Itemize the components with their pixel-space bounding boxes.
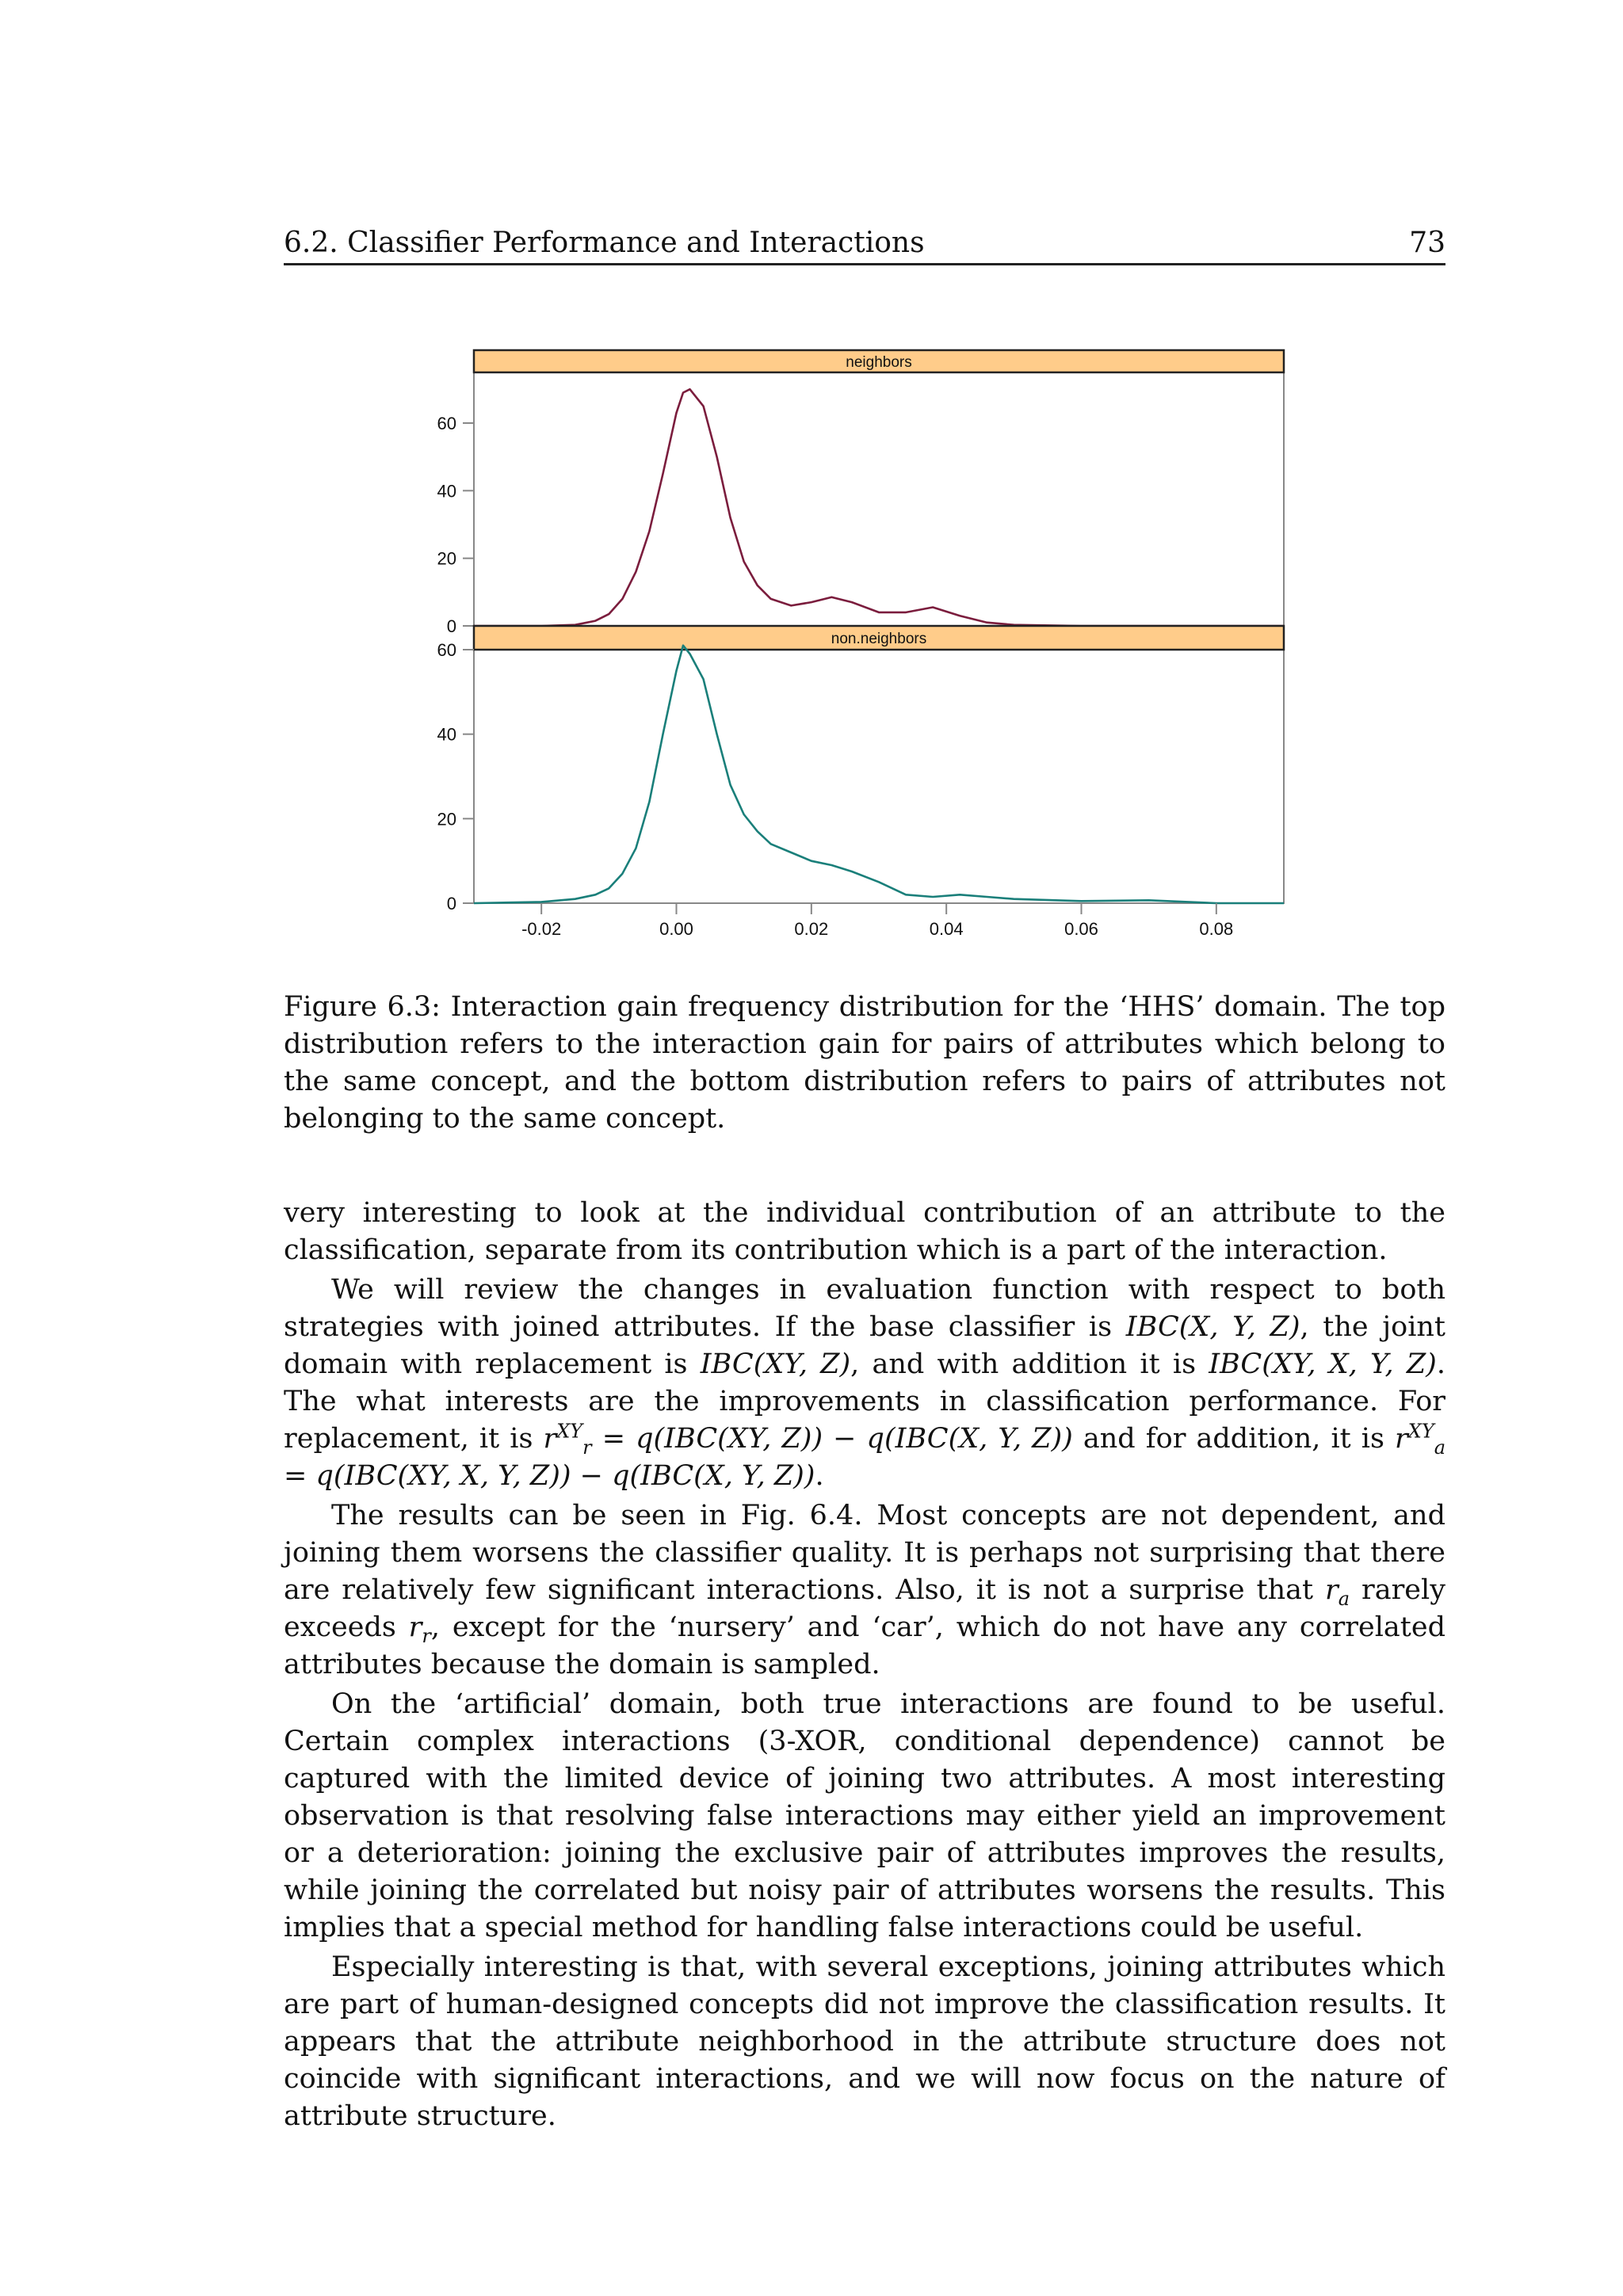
paragraph-5: Especially interesting is that, with several exceptions, joining attributes which are part of human-designed concepts did not improve the classification results. It appears that the attribute neighborhood in the attribute structure does not coincide with significant interactions, and we will now focus on the nature of attribute structure.	[284, 1951, 1445, 2132]
x-tick-label-0: -0.02	[521, 919, 562, 939]
series-line-non.neighbors	[474, 646, 1284, 903]
y-tick-label-non.neighbors-3: 60	[437, 640, 456, 660]
series-line-neighbors	[474, 389, 1284, 626]
paragraph-2: We will review the changes in evaluation function with respect to both strategies with joined attributes. If the base classifier is IBC(X, Y, Z), the joint domain with replacement is IBC(XY, Z), and with addition it is IBC(XY, X, Y, Z). The what interests are the improvements in classification performance. For replacement, it is $r^{XY}_r = q(IBC(XY$, Z)) − q(IBC(X, Y, Z)) and for addition, it is $r^{XY}_a = q(IBC(XY$, X, Y, Z)) − q(IBC(X, Y, Z)).	[284, 1274, 1445, 1492]
y-tick-label-non.neighbors-0: 0	[446, 894, 456, 913]
x-tick-label-2: 0.02	[794, 919, 829, 939]
figure-6-3	[396, 333, 1316, 951]
y-tick-label-neighbors-2: 40	[437, 481, 456, 502]
y-tick-label-non.neighbors-1: 20	[437, 809, 456, 830]
figure-caption: Figure 6.3: Interaction gain frequency distribution for the ‘HHS’ domain. The top distribution refers to the interaction gain for pairs of attributes which belong to the same concept, and the bottom distribution refers to pairs of attributes not belonging to the same concept.	[284, 991, 1445, 1135]
page-header	[284, 223, 1445, 265]
y-tick-label-neighbors-3: 60	[437, 414, 456, 433]
strip-label-neighbors: neighbors	[846, 354, 912, 371]
density-chart	[396, 333, 1316, 951]
x-tick-label-4: 0.06	[1064, 919, 1098, 939]
x-tick-label-1: 0.00	[659, 919, 693, 939]
page-number: 73	[1409, 227, 1445, 259]
y-tick-label-neighbors-1: 20	[437, 548, 456, 569]
paragraph-3: The results can be seen in Fig. 6.4. Most concepts are not dependent, and joining them worsens the classifier quality. It is perhaps not surprising that there are relatively few significant interactions. Also, it is not a surprise that $r_a$ rarely exceeds $r_r$, except for the ‘nursery’ and ‘car’, which do not have any correlated attributes because the domain is sampled.	[284, 1500, 1445, 1680]
body-text	[284, 1195, 1445, 2138]
x-tick-label-3: 0.04	[929, 919, 964, 939]
x-tick-label-5: 0.08	[1199, 919, 1234, 939]
paragraph-4: On the ‘artificial’ domain, both true interactions are found to be useful. Certain complex interactions (3-XOR, conditional dependence) cannot be captured with the limited device of joining two attributes. A most interesting observation is that resolving false interactions may either yield an improvement or a deterioration: joining the exclusive pair of attributes improves the results, while joining the correlated but noisy pair of attributes worsens the results. This implies that a special method for handling false interactions could be useful.	[284, 1688, 1445, 1943]
strip-label-non.neighbors: non.neighbors	[831, 631, 927, 647]
paragraph-1: very interesting to look at the individual contribution of an attribute to the classification, separate from its contribution which is a part of the interaction.	[284, 1197, 1445, 1266]
y-tick-label-neighbors-0: 0	[446, 616, 456, 636]
y-tick-label-non.neighbors-2: 40	[437, 724, 456, 745]
section-title: 6.2. Classifier Performance and Interactions	[284, 227, 925, 259]
